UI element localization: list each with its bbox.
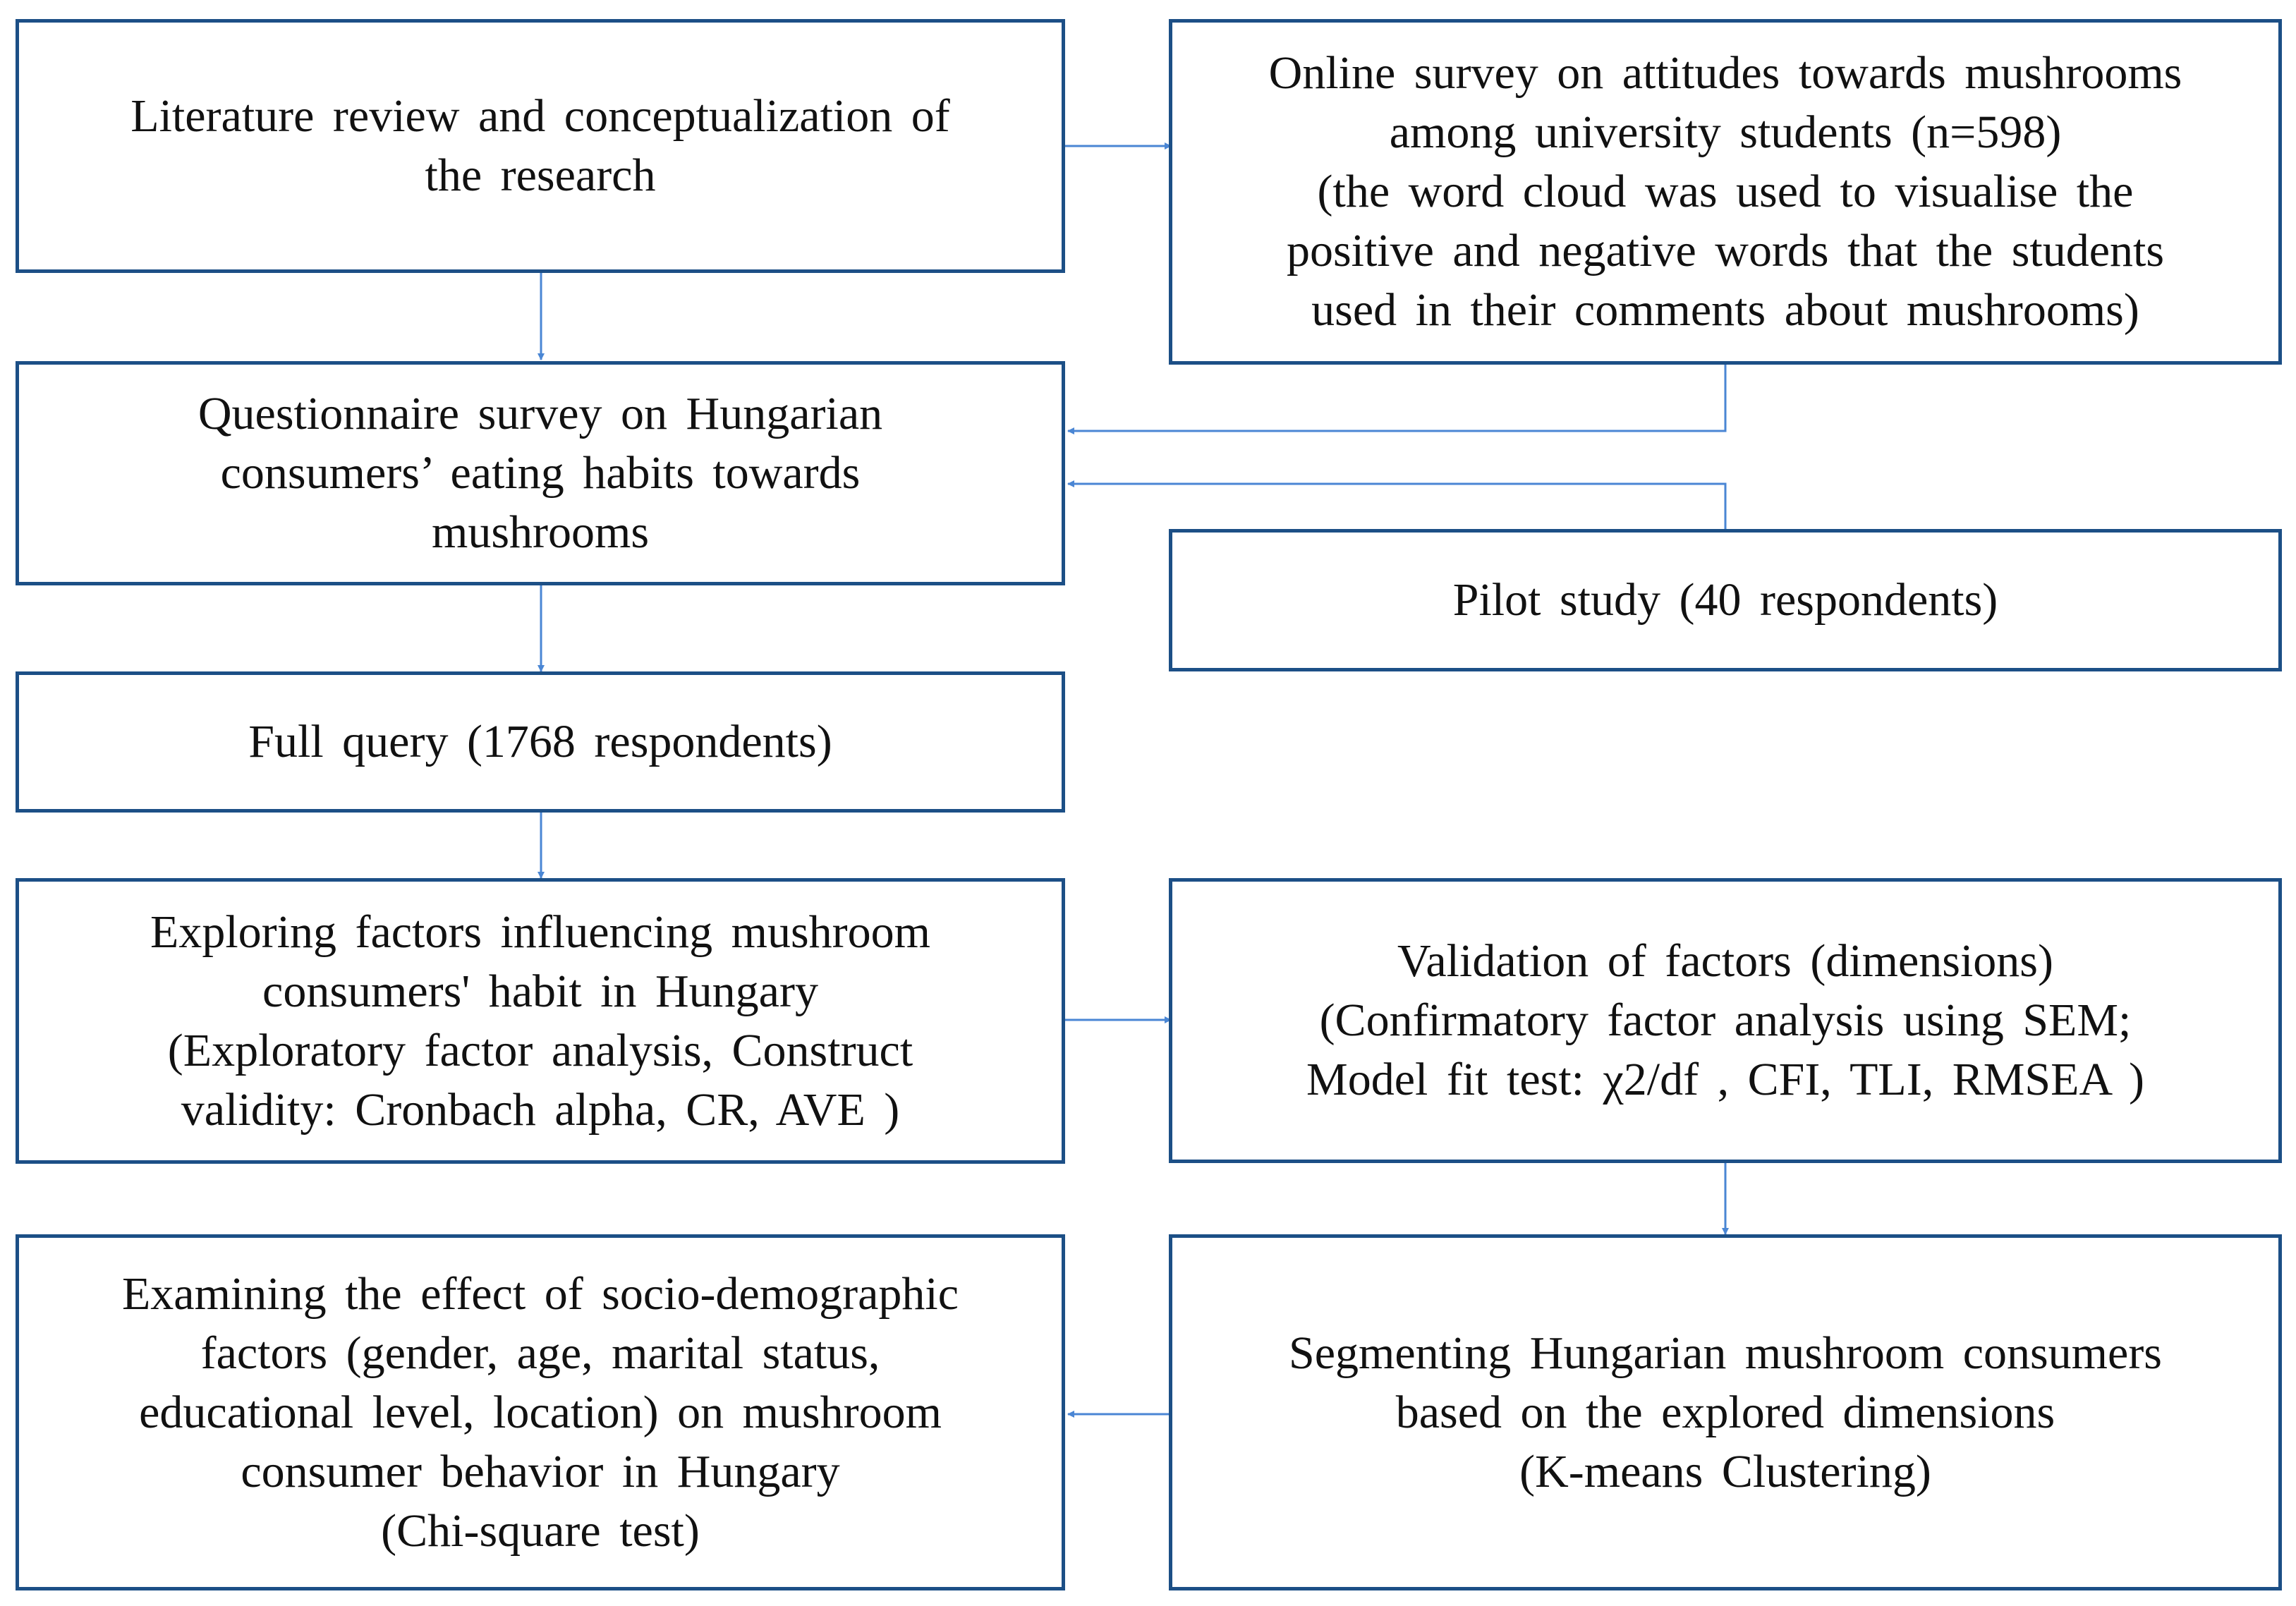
box-text-line: Validation of factors (dimensions) bbox=[1397, 935, 2053, 987]
box-text-line: consumers' habit in Hungary bbox=[262, 965, 818, 1017]
box-text-line: Examining the effect of socio-demographic bbox=[121, 1267, 959, 1320]
segmenting-consumers-box bbox=[1169, 1234, 2282, 1590]
online-survey-box bbox=[1169, 19, 2282, 365]
box-text-line: Questionnaire survey on Hungarian bbox=[198, 388, 883, 439]
box-text-line: (Exploratory factor analysis, Construct bbox=[167, 1024, 913, 1076]
literature-review-box bbox=[16, 19, 1065, 273]
box-text-line: Exploring factors influencing mushroom bbox=[150, 906, 930, 958]
validation-of-factors-box bbox=[1169, 878, 2282, 1163]
box-text-line: Segmenting Hungarian mushroom consumers bbox=[1289, 1327, 2162, 1379]
box-text-line: validity: Cronbach alpha, CR, AVE ) bbox=[181, 1083, 900, 1136]
pilot-study-box bbox=[1169, 529, 2282, 671]
exploring-factors-box bbox=[16, 878, 1065, 1164]
box-text-line: Model fit test: χ2/df , CFI, TLI, RMSEA ) bbox=[1306, 1054, 2144, 1105]
box-text-line: educational level, location) on mushroom bbox=[139, 1386, 942, 1438]
arrow-online-survey-to-questionnaire bbox=[1068, 365, 1725, 431]
box-text-line: Online survey on attitudes towards mushrooms bbox=[1268, 47, 2182, 99]
full-query-box bbox=[16, 671, 1065, 813]
examining-effect-box bbox=[16, 1234, 1065, 1590]
box-text-line: (Chi-square test) bbox=[381, 1504, 700, 1557]
box-text-line: consumers’ eating habits towards bbox=[220, 447, 861, 499]
box-text-line: consumer behavior in Hungary bbox=[241, 1445, 840, 1497]
box-text-line: factors (gender, age, marital status, bbox=[200, 1327, 880, 1379]
box-text-line: Literature review and conceptualization of bbox=[130, 90, 950, 142]
box-text-line: Full query (1768 respondents) bbox=[248, 716, 832, 767]
box-text-line: (K-means Clustering) bbox=[1519, 1445, 1931, 1497]
box-text-line: used in their comments about mushrooms) bbox=[1311, 284, 2139, 336]
box-text-line: the research bbox=[425, 150, 656, 201]
questionnaire-survey-box bbox=[16, 361, 1065, 585]
arrow-pilot-to-questionnaire bbox=[1068, 484, 1725, 529]
box-text-line: (the word cloud was used to visualise the bbox=[1317, 166, 2134, 217]
box-text-line: mushrooms bbox=[431, 506, 650, 558]
box-text-line: among university students (n=598) bbox=[1389, 107, 2062, 158]
box-text-line: positive and negative words that the students bbox=[1286, 225, 2165, 276]
box-text-line: Pilot study (40 respondents) bbox=[1452, 574, 1998, 626]
box-text-line: based on the explored dimensions bbox=[1395, 1386, 2055, 1438]
box-text-line: (Confirmatory factor analysis using SEM; bbox=[1319, 994, 2132, 1046]
